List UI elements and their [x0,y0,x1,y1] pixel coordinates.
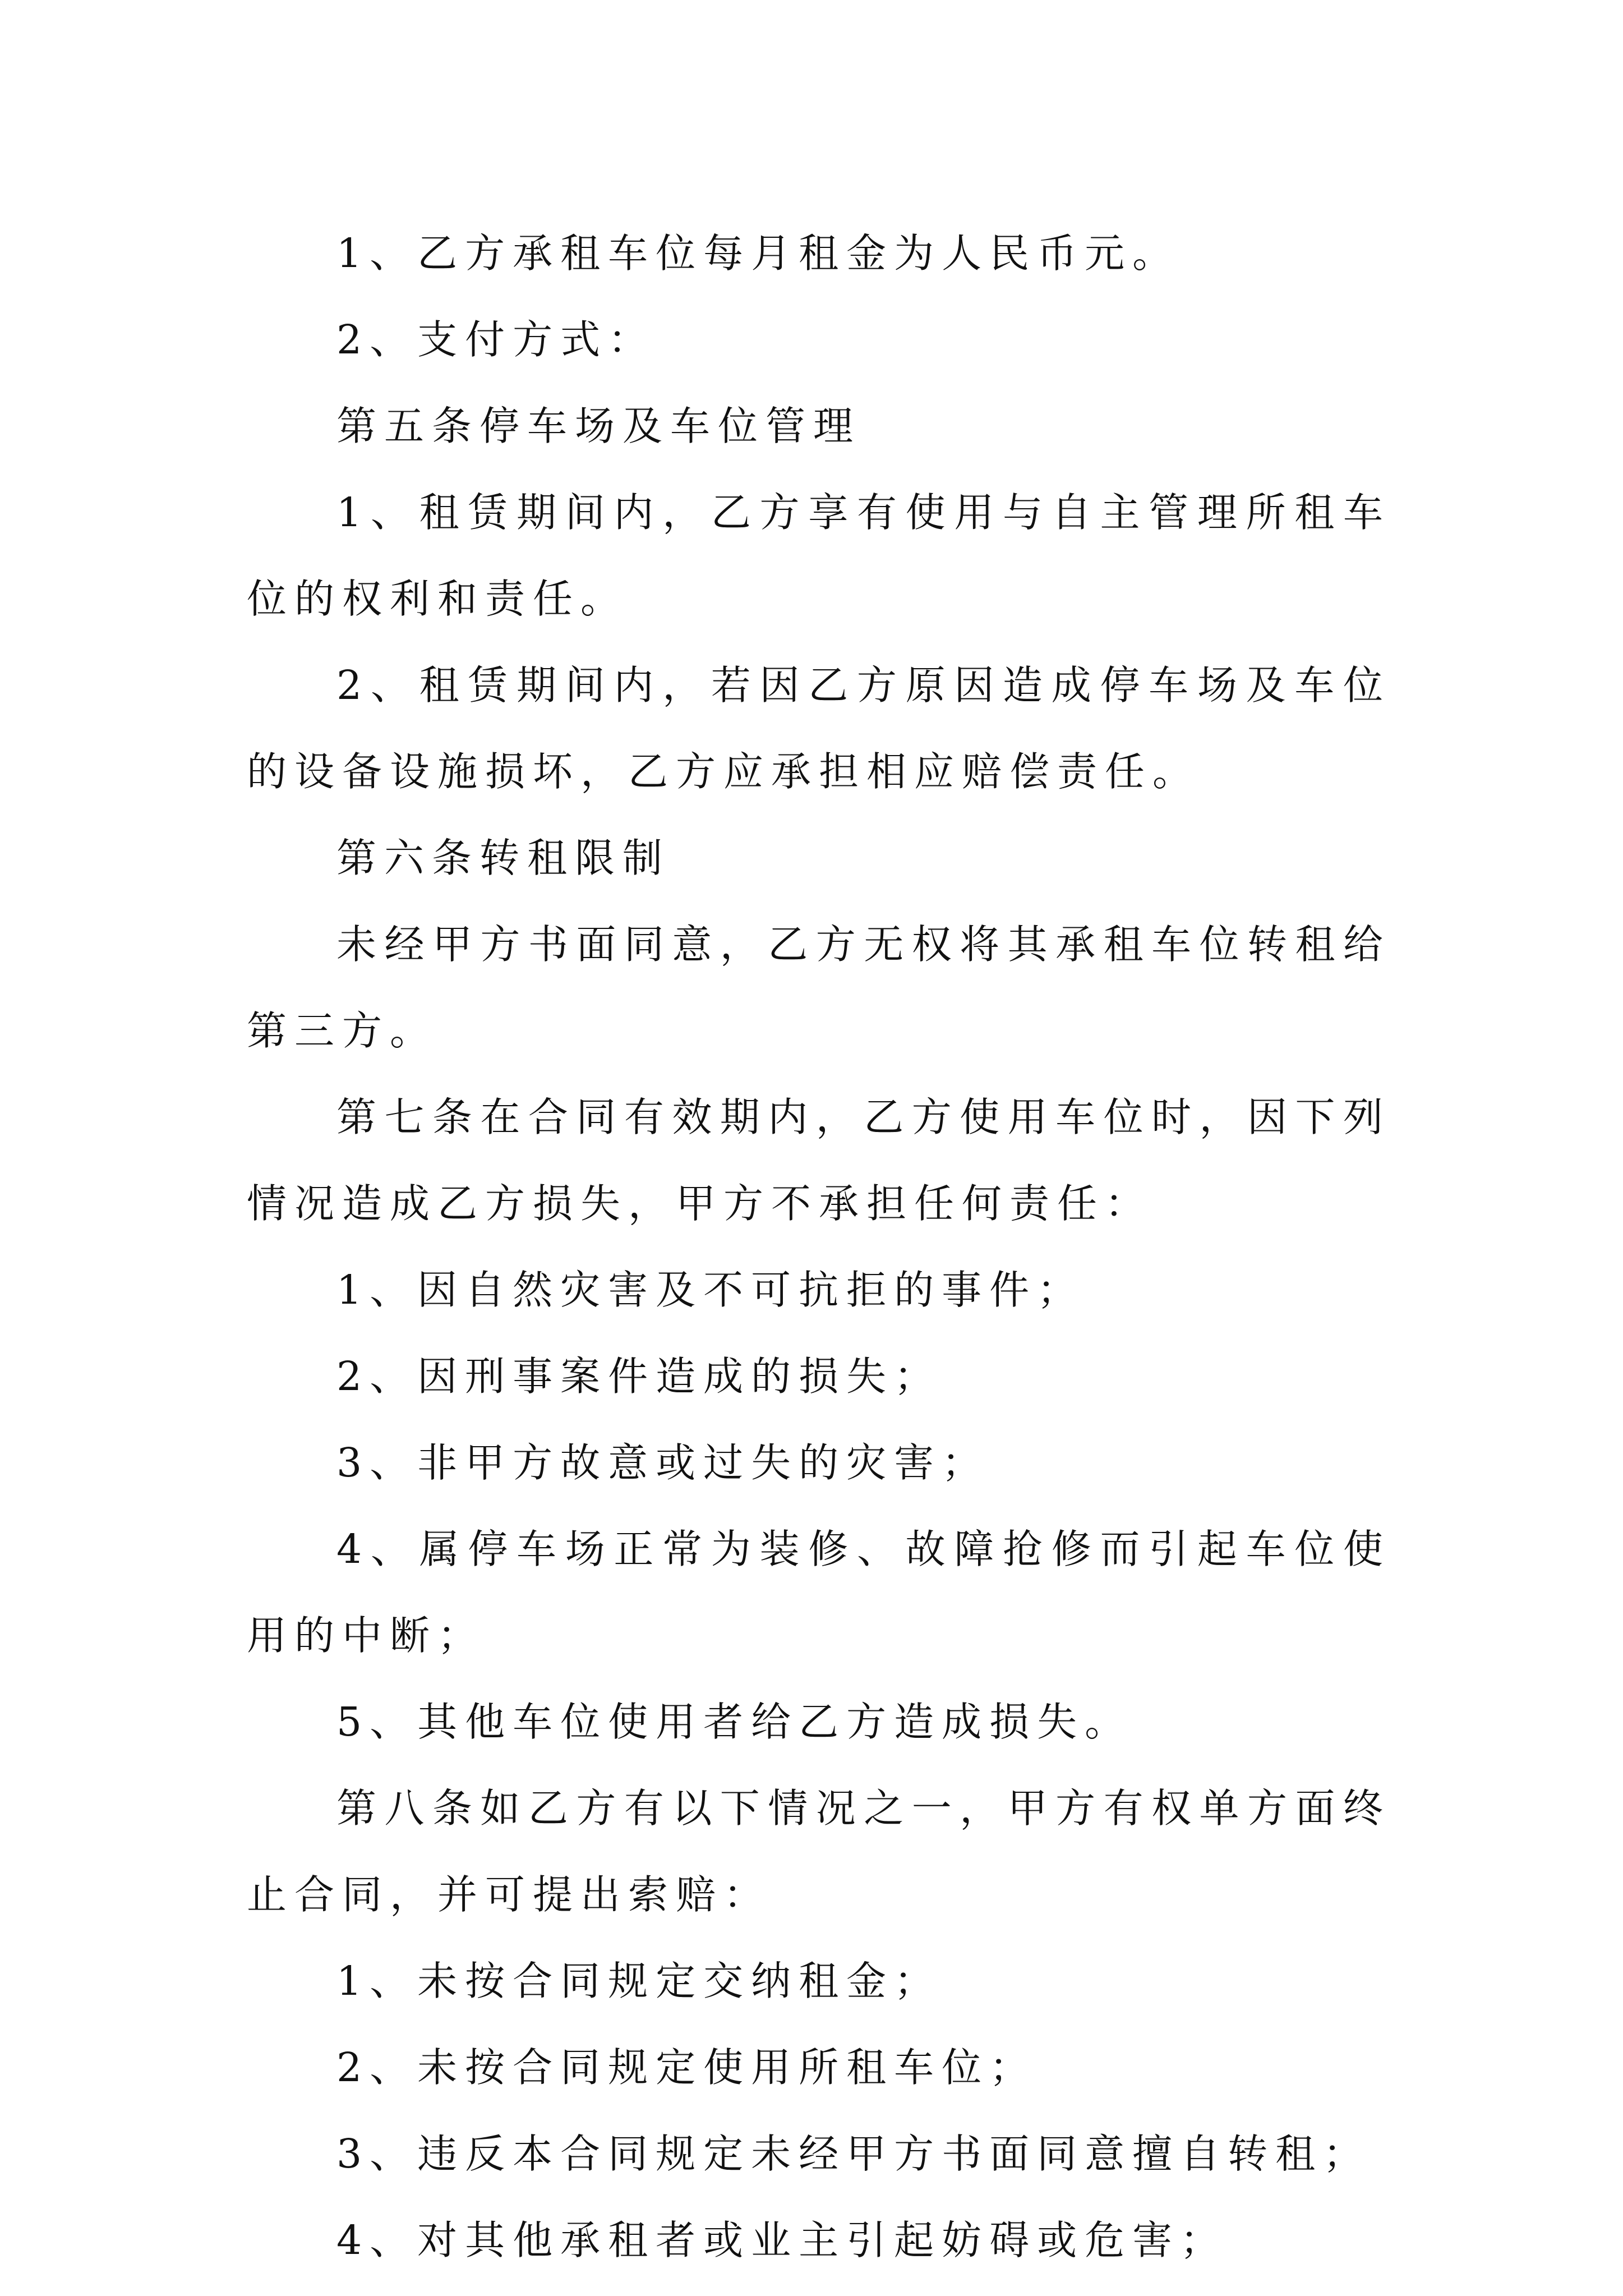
paragraph-article-6-body: 未经甲方书面同意，乙方无权将其承租车位转租给第三方。 [247,921,1391,1054]
paragraph-article-8-item-4: 4、对其他承租者或业主引起妨碍或危害； [336,2217,1228,2263]
document-body [247,210,1391,2284]
paragraph-article-8-item-3: 3、违反本合同规定未经甲方书面同意擅自转租； [336,2131,1371,2177]
paragraph-rent-amount: 1、乙方承租车位每月租金为人民币元。 [336,230,1181,277]
paragraph-article-7-item-3: 3、非甲方故意或过失的灾害； [336,1439,990,1486]
paragraph-article-8-item-1: 1、未按合同规定交纳租金； [336,1958,942,2004]
paragraph-article-8: 第八条如乙方有以下情况之一，甲方有权单方面终止合同，并可提出索赔： [247,1785,1391,1918]
paragraph-article-8-item-2: 2、未按合同规定使用所租车位； [336,2044,1038,2091]
heading-article-6: 第六条转租限制 [336,835,671,881]
paragraph-article-7: 第七条在合同有效期内，乙方使用车位时，因下列情况造成乙方损失，甲方不承担任何责任： [247,1094,1391,1227]
heading-article-5: 第五条停车场及车位管理 [336,403,861,449]
paragraph-article-7-item-5: 5、其他车位使用者给乙方造成损失。 [336,1699,1133,1745]
paragraph-article-7-item-4: 4、属停车场正常为装修、故障抢修而引起车位使用的中断； [247,1526,1391,1659]
paragraph-article-5-item-1: 1、租赁期间内，乙方享有使用与自主管理所租车位的权利和责任。 [247,489,1391,622]
paragraph-article-5-item-2: 2、租赁期间内，若因乙方原因造成停车场及车位的设备设施损坏，乙方应承担相应赔偿责任。 [247,662,1391,795]
paragraph-article-7-item-1: 1、因自然灾害及不可抗拒的事件； [336,1267,1085,1313]
paragraph-article-7-item-2: 2、因刑事案件造成的损失； [336,1353,942,1400]
paragraph-payment-method: 2、支付方式： [336,316,656,363]
